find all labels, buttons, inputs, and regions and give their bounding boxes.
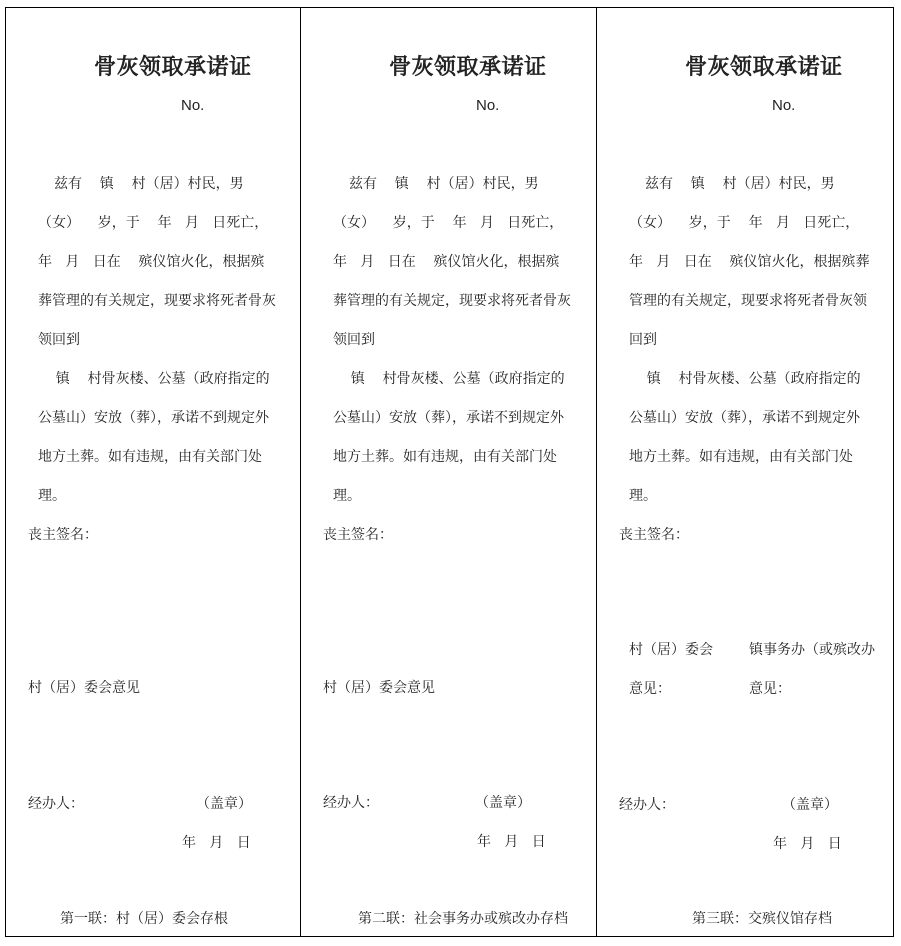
body-line: 葬管理的有关规定，现要求将死者骨灰: [38, 293, 276, 309]
date-label: 年 月 日: [182, 835, 251, 851]
certificate-number-label: No.: [181, 97, 205, 114]
seal-label: （盖章）: [475, 795, 531, 811]
body-line: 回到: [629, 332, 657, 348]
date-label: 年 月 日: [477, 834, 546, 850]
body-line: 领回到: [333, 332, 375, 348]
date-label: 年 月 日: [773, 836, 842, 852]
body-line: 理。: [629, 488, 657, 504]
body-line: 兹有 镇 村（居）村民，男: [645, 176, 835, 192]
commitment-certificate-form: [5, 7, 894, 937]
handler-label: 经办人：: [619, 797, 675, 813]
village-committee-opinion-label: 村（居）委会意见: [323, 680, 435, 696]
body-line: 地方土葬。如有违规，由有关部门处: [333, 449, 557, 465]
body-line: 镇 村骨灰楼、公墓（政府指定的: [629, 371, 861, 387]
stub-column-2: [301, 8, 597, 936]
body-line: 兹有 镇 村（居）村民，男: [349, 176, 539, 192]
stub-column-1: [6, 8, 301, 936]
town-office-opinion-label: 意见：: [749, 681, 791, 697]
village-committee-opinion-label: 意见：: [629, 681, 671, 697]
town-office-opinion-label: 镇事务办（或殡改办: [749, 642, 875, 658]
body-line: 年 月 日在 殡仪馆火化，根据殡: [333, 254, 560, 270]
certificate-number-label: No.: [772, 97, 796, 114]
body-line: （女） 岁，于 年 月 日死亡，: [629, 215, 860, 231]
body-line: 公墓山）安放（葬），承诺不到规定外: [629, 410, 860, 426]
body-line: 镇 村骨灰楼、公墓（政府指定的: [38, 371, 270, 387]
certificate-title: 骨灰领取承诺证: [389, 54, 547, 80]
certificate-number-label: No.: [476, 97, 500, 114]
copy-footer: 第三联：交殡仪馆存档: [692, 911, 832, 927]
body-line: 地方土葬。如有违规，由有关部门处: [629, 449, 853, 465]
copy-footer: 第一联：村（居）委会存根: [60, 911, 228, 927]
certificate-title: 骨灰领取承诺证: [685, 54, 843, 80]
handler-label: 经办人：: [323, 795, 379, 811]
body-line: 年 月 日在 殡仪馆火化，根据殡: [38, 254, 265, 270]
seal-label: （盖章）: [782, 797, 838, 813]
body-line: 地方土葬。如有违规，由有关部门处: [38, 449, 262, 465]
body-line: （女） 岁，于 年 月 日死亡，: [333, 215, 564, 231]
body-line: 领回到: [38, 332, 80, 348]
village-committee-opinion-label: 村（居）委会意见: [28, 680, 140, 696]
body-line: 理。: [38, 488, 66, 504]
seal-label: （盖章）: [196, 796, 252, 812]
certificate-title: 骨灰领取承诺证: [94, 54, 252, 80]
body-line: 年 月 日在 殡仪馆火化，根据殡葬: [629, 254, 870, 270]
stub-column-3: [597, 8, 893, 936]
body-line: 兹有 镇 村（居）村民，男: [54, 176, 244, 192]
handler-label: 经办人：: [28, 796, 84, 812]
village-committee-opinion-label: 村（居）委会: [629, 642, 713, 658]
body-line: 公墓山）安放（葬），承诺不到规定外: [333, 410, 564, 426]
body-line: 葬管理的有关规定，现要求将死者骨灰: [333, 293, 571, 309]
mourner-signature-label: 丧主签名：: [28, 527, 98, 543]
mourner-signature-label: 丧主签名：: [323, 527, 393, 543]
body-line: 理。: [333, 488, 361, 504]
body-line: （女） 岁，于 年 月 日死亡，: [38, 215, 269, 231]
copy-footer: 第二联：社会事务办或殡改办存档: [358, 911, 568, 927]
body-line: 管理的有关规定，现要求将死者骨灰领: [629, 293, 867, 309]
mourner-signature-label: 丧主签名：: [619, 527, 689, 543]
body-line: 镇 村骨灰楼、公墓（政府指定的: [333, 371, 565, 387]
body-line: 公墓山）安放（葬），承诺不到规定外: [38, 410, 269, 426]
